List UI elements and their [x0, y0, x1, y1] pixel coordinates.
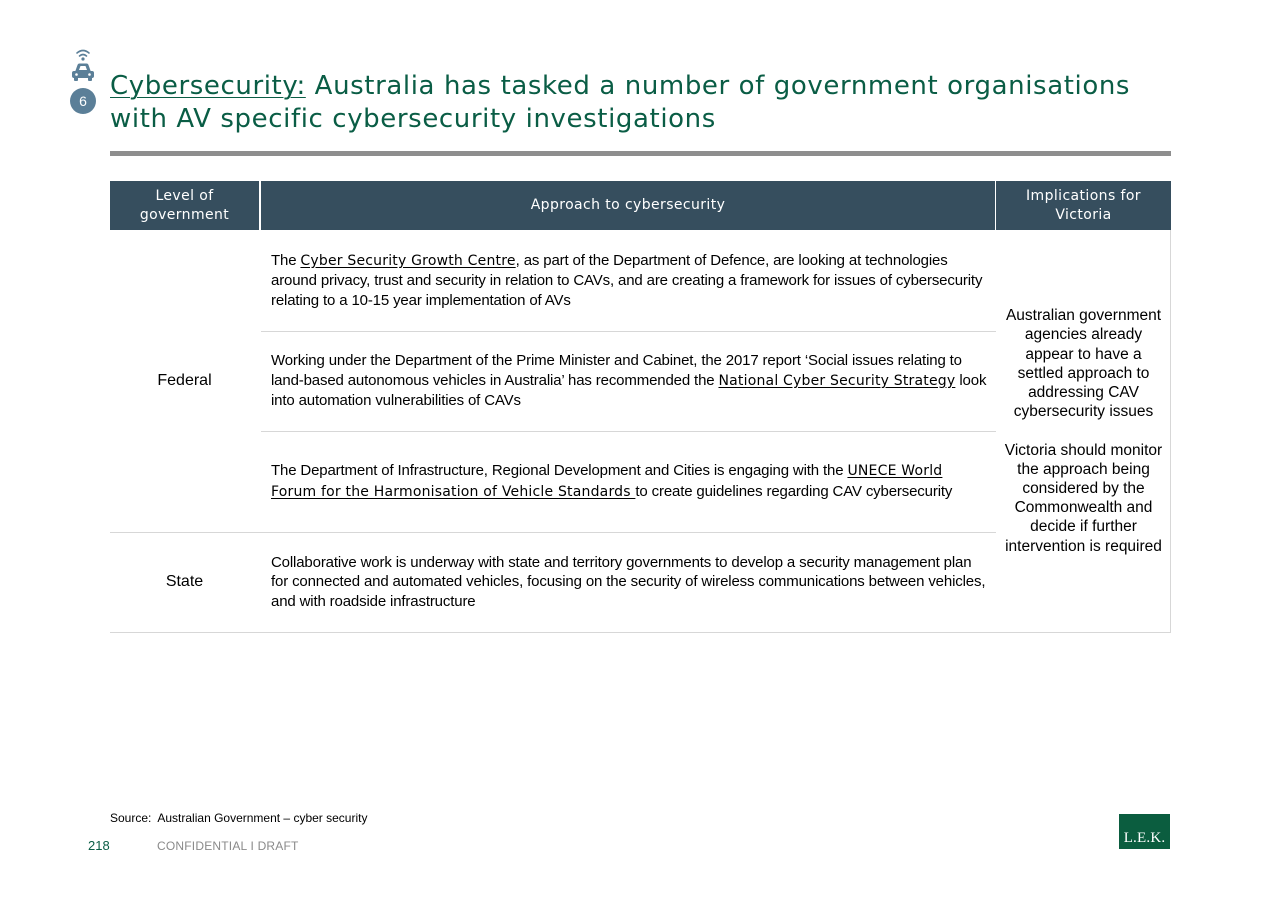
approach-entry	[271, 431, 991, 532]
source-label: Source:	[110, 811, 152, 825]
header-implications: Implications for Victoria	[996, 181, 1171, 230]
entry-text: The	[271, 251, 301, 269]
unece-world-forum-link[interactable]: UNECE World Forum for the Harmonisation of Vehicle Standards	[271, 463, 943, 500]
entry-text: The Department of Infrastructure, Regional Development and Cities is engaging with the	[271, 462, 848, 479]
cybersecurity-table	[110, 181, 1171, 633]
entry-text: to create guidelines regarding CAV cybersecurity	[635, 482, 953, 500]
entry-text: Collaborative work is underway with state and territory governments to develop a security management plan for connected and automated vehicles, focusing on the security of wireless communications between vehicles, and with roadside infrastructure	[271, 553, 986, 610]
entry-text: , as part of the Department of Defence, are looking at technologies around privacy, trust and security in relation to CAVs, and are creating a framework for issues of cybersecurity relating to a 10-15 year implementation of AVs	[271, 251, 983, 309]
page-number: 218	[88, 838, 110, 853]
source-note	[110, 811, 367, 825]
confidential-draft-label: CONFIDENTIAL I DRAFT	[157, 839, 299, 853]
implications-cell	[996, 230, 1171, 632]
implications-paragraph: Australian government agencies already appear to have a settled approach to addressing CAV cybersecurity issues	[1005, 307, 1162, 421]
title-text: Australia has tasked a number of government organisations with AV specific cybersecurity investigations	[110, 71, 1131, 134]
source-text: Australian Government – cyber security	[157, 811, 368, 825]
page-title	[110, 70, 1180, 136]
approach-entry	[271, 331, 991, 431]
header-level-of-government: Level of government	[110, 181, 259, 230]
entry-text: look into automation vulnerabilities of CAVs	[271, 371, 987, 410]
connected-car-icon	[69, 46, 97, 84]
lek-logo: L.E.K.	[1119, 814, 1170, 849]
national-cyber-security-strategy-link[interactable]: National Cyber Security Strategy	[718, 372, 956, 389]
level-federal: Federal	[157, 372, 212, 390]
table-bottom-border	[110, 632, 1171, 633]
implications-paragraph: Victoria should monitor the approach being considered by the Commonwealth and decide if further intervention is required	[1004, 441, 1163, 555]
approach-entry	[271, 230, 991, 331]
cyber-security-growth-centre-link[interactable]: Cyber Security Growth Centre	[300, 252, 516, 269]
header-approach: Approach to cybersecurity	[261, 181, 995, 230]
title-divider	[110, 151, 1171, 156]
section-number-badge: 6	[70, 88, 96, 114]
level-state: State	[165, 573, 204, 591]
entry-text: Working under the Department of the Prime Minister and Cabinet, the 2017 report ‘Social issues relating to land-based autonomous vehicles in Australia’ has recommended the	[271, 352, 962, 389]
title-prefix-link[interactable]: Cybersecurity:	[110, 71, 306, 101]
approach-entry	[271, 532, 991, 632]
